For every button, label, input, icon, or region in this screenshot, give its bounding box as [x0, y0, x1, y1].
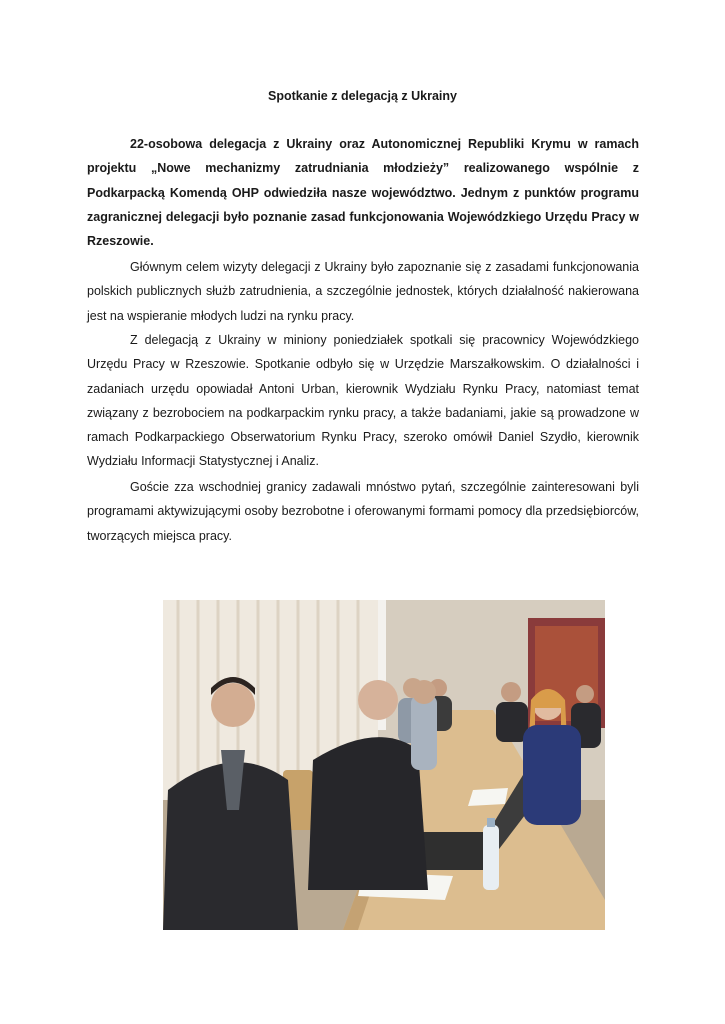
attendee-blouse [523, 725, 581, 825]
attendee-head [211, 683, 255, 727]
paper-sheet [468, 788, 508, 806]
laptop [418, 832, 488, 870]
meeting-photo-illustration [163, 600, 605, 930]
meeting-photo [163, 600, 605, 930]
paragraph-questions: Goście zza wschodniej granicy zadawali mnóstwo pytań, szczególnie zainteresowani byli programami aktywizującymi osoby bezrobotne i oferowanymi formami pomocy dla przedsiębiorców, tworzących miejsca pracy. [87, 480, 639, 543]
paragraph-intro: 22-osobowa delegacja z Ukrainy oraz Autonomicznej Republiki Krymu w ramach projektu „Nowe mechanizmy zatrudniania młodzieży” realizowanego wspólnie z Podkarpacką Komendą OHP odwiedziła nasze województwo. Jednym z punktów programu zagranicznej delegacji było poznanie zasad funkcjonowania Wojewódzkiego Urzędu Pracy w Rzeszowie. [87, 137, 639, 249]
paragraph-meeting: Z delegacją z Ukrainy w miniony poniedziałek spotkali się pracownicy Wojewódzkiego Urzędu Pracy w Rzeszowie. Spotkanie odbyło się w Urzędzie Marszałkowskim. O działalności i zadaniach urzędu opowiadał Antoni Urban, kierownik Wydziału Rynku Pracy, natomiast temat związany z bezrobociem na podkarpackim rynku pracy, a także badaniami, jakie są prowadzone w ramach Podkarpackiego Obserwatorium Rynku Pracy, szeroko omówił Daniel Szydło, kierownik Wydziału Informacji Statystycznej i Analiz. [87, 333, 639, 469]
attendee-head [576, 685, 594, 703]
attendee-body [496, 702, 528, 742]
bottle-cap [487, 818, 495, 827]
attendee-suit [308, 737, 428, 890]
page-title: Spotkanie z delegacją z Ukrainy [268, 89, 457, 103]
attendee-head [501, 682, 521, 702]
attendee-shirt [411, 695, 437, 770]
attendee-head [412, 680, 436, 704]
attendee-head [358, 680, 398, 720]
paragraph-purpose: Głównym celem wizyty delegacji z Ukrainy było zapoznanie się z zasadami funkcjonowania polskich publicznych służb zatrudnienia, a szczególnie jednostek, których działalność nakierowana jest na wspieranie młodych ludzi na rynku pracy. [87, 260, 639, 323]
water-bottle [483, 825, 499, 890]
